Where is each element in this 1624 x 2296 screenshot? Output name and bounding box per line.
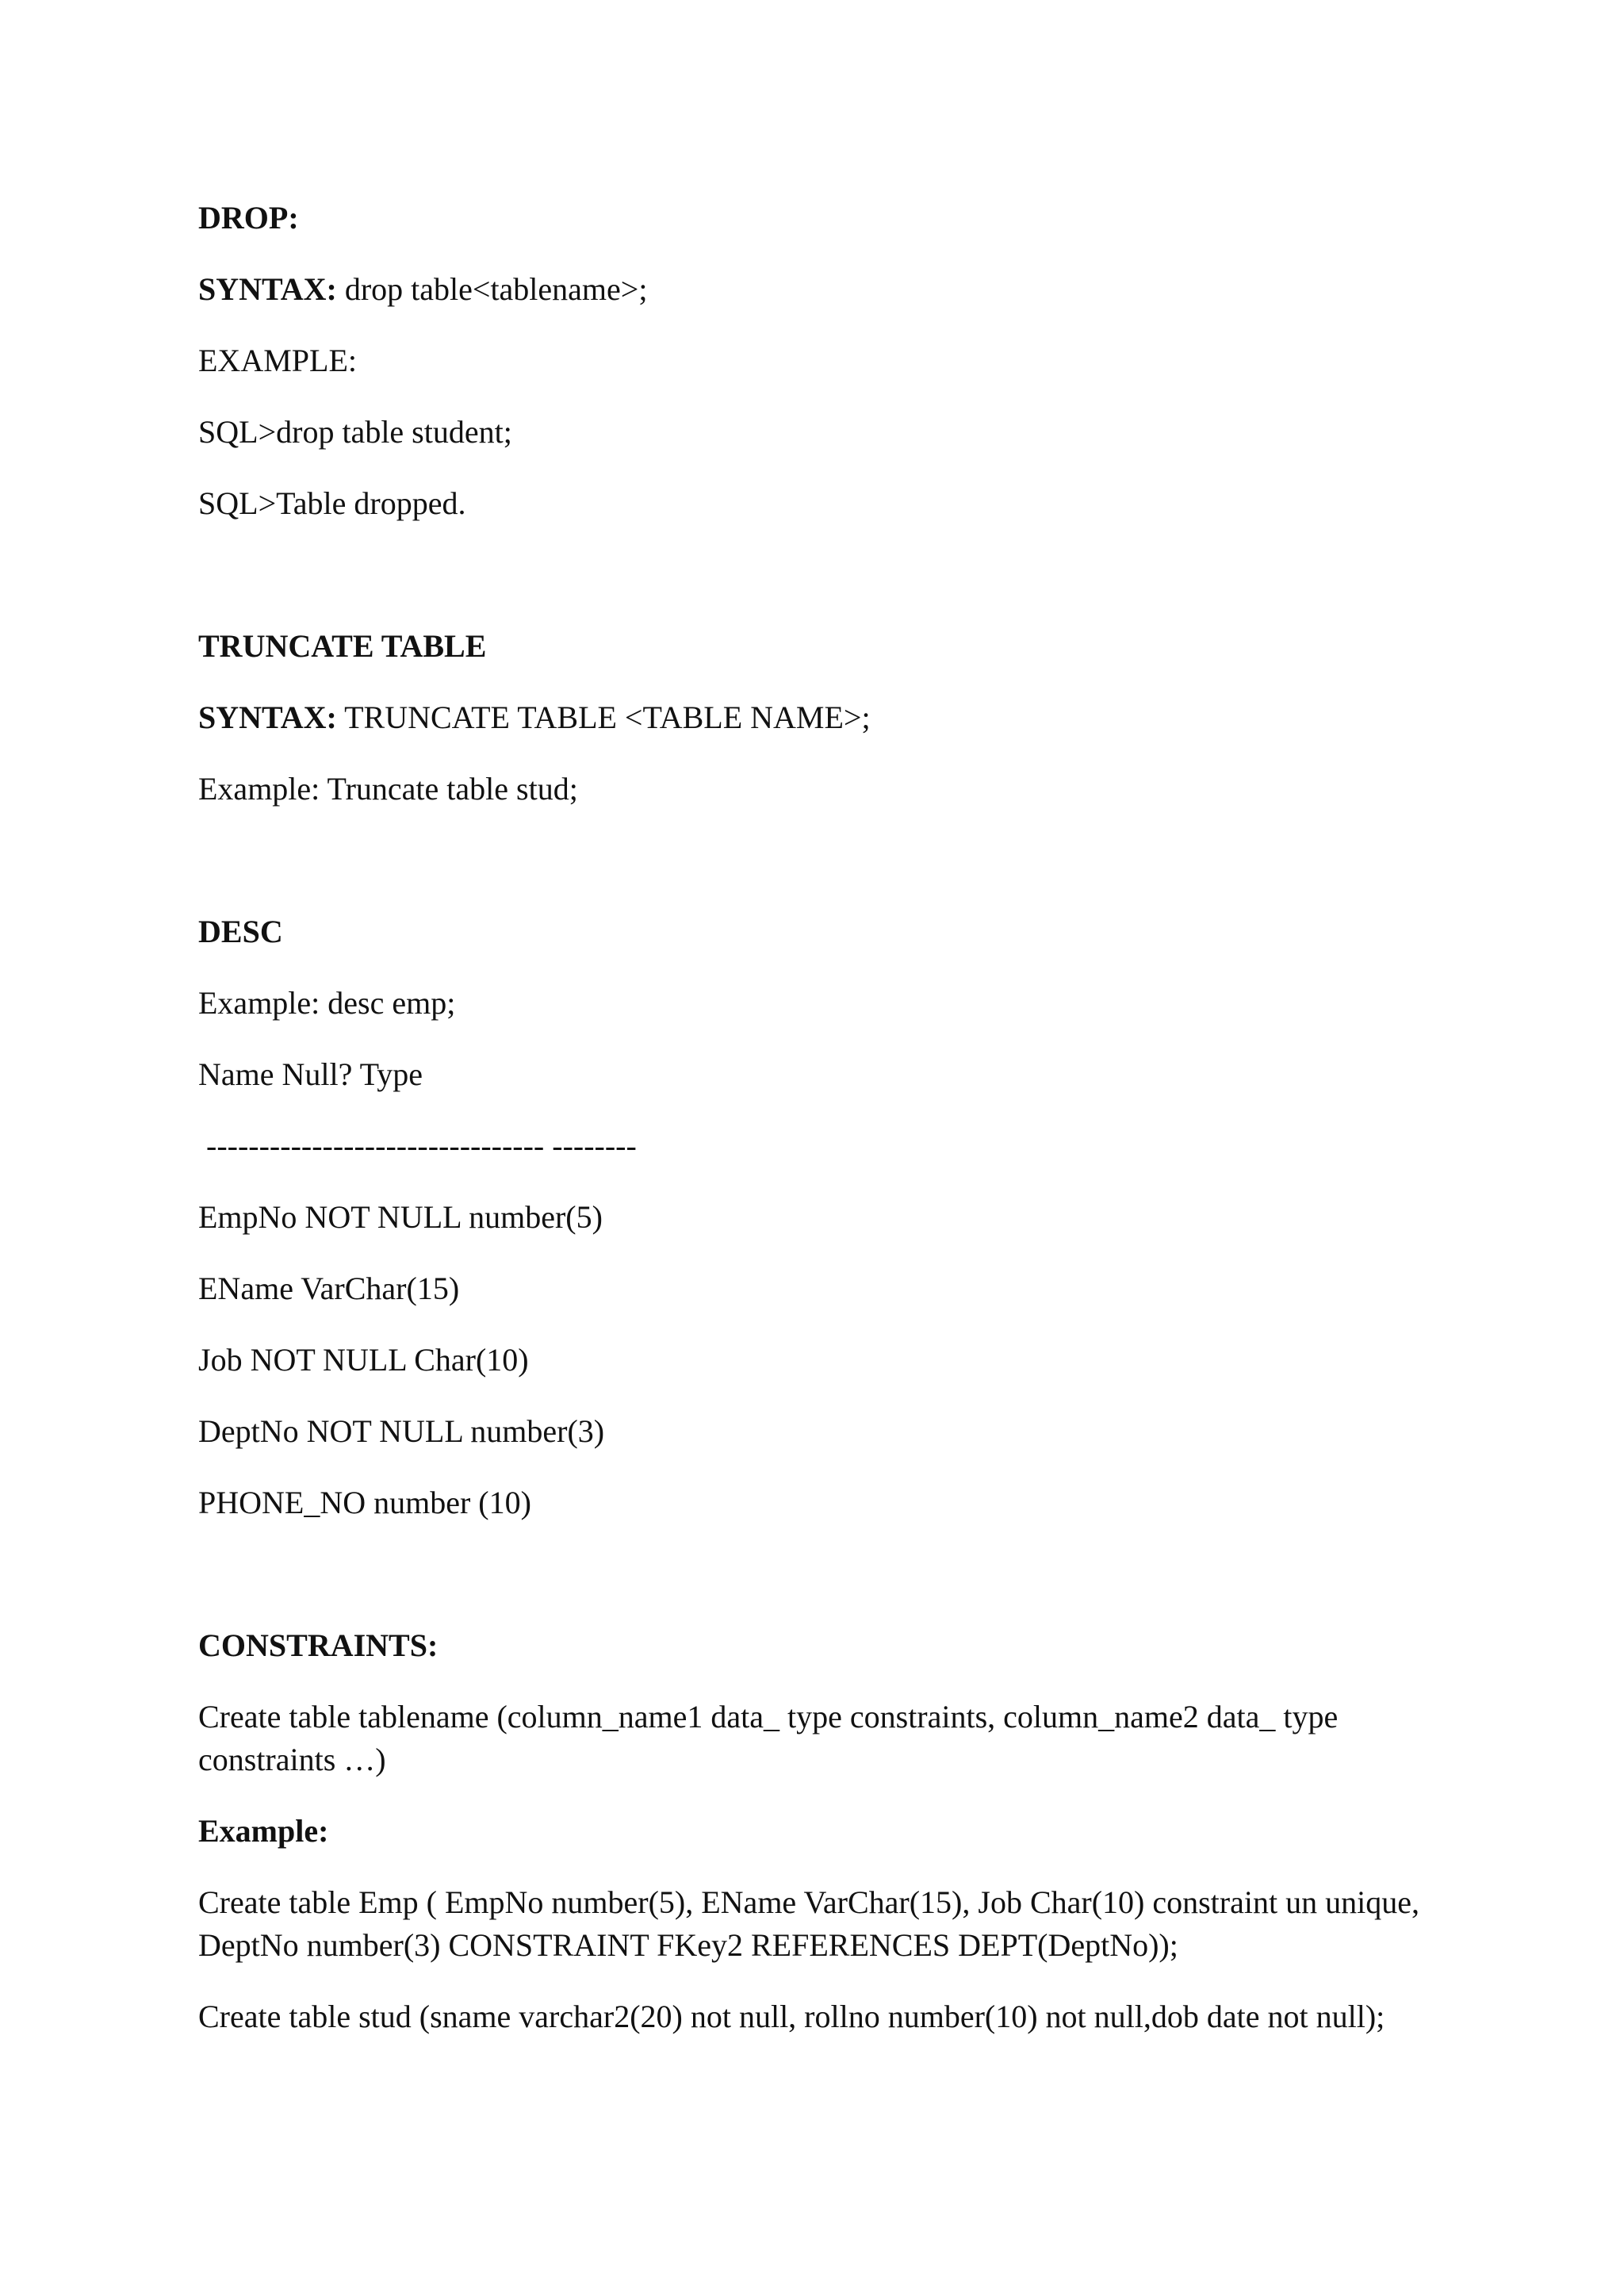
desc-row-job: Job NOT NULL Char(10) <box>198 1342 529 1378</box>
truncate-example: Example: Truncate table stud; <box>198 771 578 807</box>
desc-row-empno: EmpNo NOT NULL number(5) <box>198 1199 603 1235</box>
drop-heading: DROP: <box>198 200 299 236</box>
constraints-example-label: Example: <box>198 1813 329 1849</box>
drop-example-label: EXAMPLE: <box>198 343 357 378</box>
desc-example: Example: desc emp; <box>198 985 456 1021</box>
desc-row-deptno: DeptNo NOT NULL number(3) <box>198 1413 605 1449</box>
desc-heading: DESC <box>198 914 283 949</box>
constraints-example-stud: Create table stud (sname varchar2(20) not null, rollno number(10) not null,dob date not null); <box>198 1999 1385 2034</box>
desc-separator: -------------------------------- -------- <box>206 1128 637 1163</box>
truncate-syntax <box>198 696 871 739</box>
drop-result-line: SQL>Table dropped. <box>198 485 466 521</box>
constraints-heading: CONSTRAINTS: <box>198 1627 439 1663</box>
constraints-syntax: Create table tablename (column_name1 data_ type constraints, column_name2 data_ type constraints …) <box>198 1699 1339 1777</box>
drop-syntax-label: SYNTAX: <box>198 271 337 307</box>
desc-header-row: Name Null? Type <box>198 1056 423 1092</box>
truncate-syntax-label: SYNTAX: <box>198 700 337 735</box>
desc-row-phone: PHONE_NO number (10) <box>198 1485 531 1520</box>
drop-example-line: SQL>drop table student; <box>198 414 512 450</box>
truncate-heading: TRUNCATE TABLE <box>198 628 487 664</box>
drop-syntax-text: drop table<tablename>; <box>336 271 648 307</box>
constraints-example-emp: Create table Emp ( EmpNo number(5), EName VarChar(15), Job Char(10) constraint un unique, DeptNo number(3) CONSTRAINT FKey2 REFERENCES DEPT(DeptNo)); <box>198 1884 1419 1963</box>
desc-row-ename: EName VarChar(15) <box>198 1271 460 1306</box>
truncate-syntax-text: TRUNCATE TABLE <TABLE NAME>; <box>336 700 871 735</box>
drop-syntax <box>198 268 647 311</box>
